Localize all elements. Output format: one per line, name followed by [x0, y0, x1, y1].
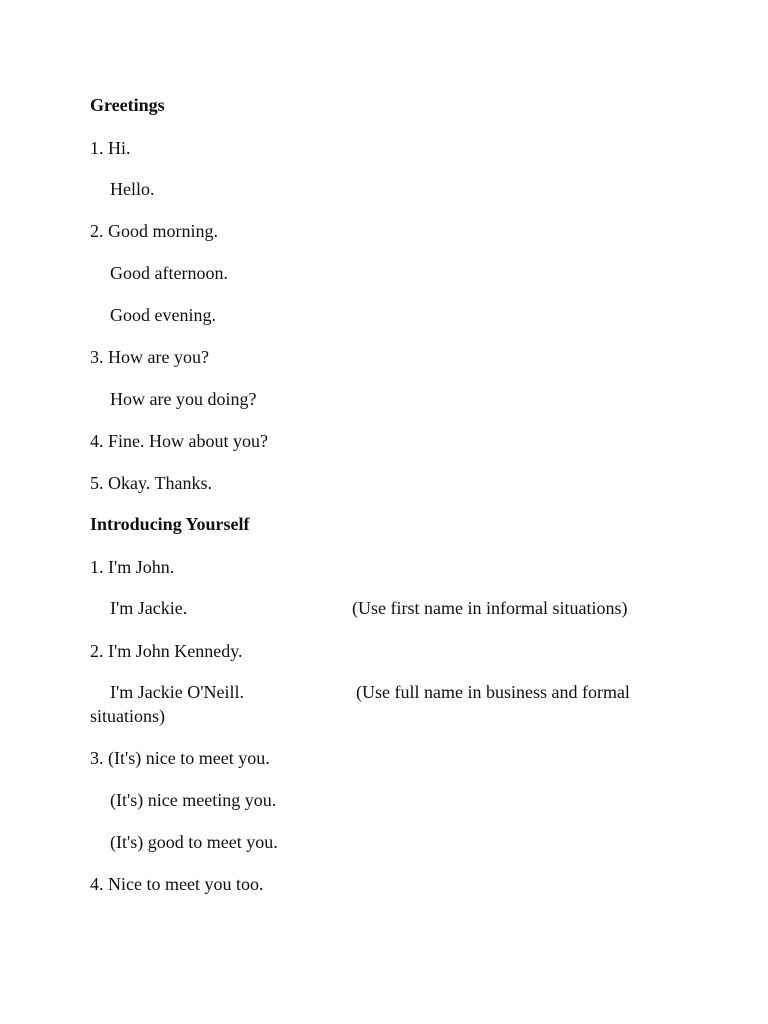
intro-item: 2. I'm John Kennedy. [90, 641, 243, 661]
formal-note-continuation: situations) [90, 706, 165, 726]
formal-note: (Use full name in business and formal [356, 682, 630, 702]
greeting-item: 4. Fine. How about you? [90, 431, 268, 451]
greeting-item: 3. How are you? [90, 347, 209, 367]
greeting-item: 1. Hi. [90, 138, 131, 158]
greeting-item: 5. Okay. Thanks. [90, 473, 212, 493]
greetings-heading: Greetings [90, 95, 165, 115]
intro-item: 3. (It's) nice to meet you. [90, 748, 270, 768]
greeting-item: Hello. [110, 179, 155, 199]
intro-item: I'm Jackie. [110, 598, 188, 618]
intro-item: 1. I'm John. [90, 557, 175, 577]
greeting-item: Good afternoon. [110, 263, 228, 283]
introducing-heading: Introducing Yourself [90, 514, 250, 534]
greeting-item: 2. Good morning. [90, 221, 218, 241]
intro-item: I'm Jackie O'Neill. [110, 682, 244, 702]
intro-item: (It's) nice meeting you. [110, 790, 277, 810]
greeting-item: Good evening. [110, 305, 216, 325]
greeting-item: How are you doing? [110, 389, 257, 409]
intro-item: 4. Nice to meet you too. [90, 874, 264, 894]
intro-item: (It's) good to meet you. [110, 832, 278, 852]
informal-note: (Use first name in informal situations) [352, 598, 628, 618]
